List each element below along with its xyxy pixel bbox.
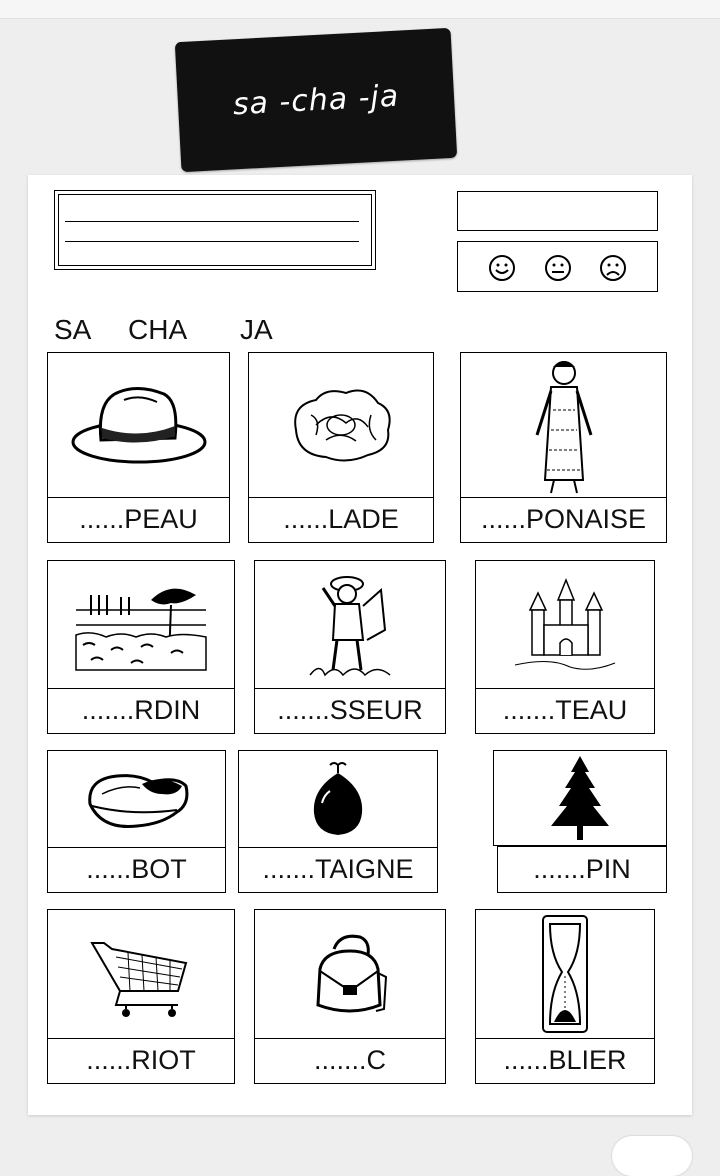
word-label: ......LADE — [283, 503, 399, 534]
top-strip — [0, 0, 720, 19]
writing-line-2 — [65, 241, 359, 242]
syllable-ja: JA — [240, 314, 273, 345]
picture-frame — [493, 750, 667, 846]
word-card — [460, 352, 667, 543]
title-card — [175, 28, 457, 172]
shopping-cart-icon — [86, 929, 196, 1019]
word-card — [47, 352, 230, 543]
word-card — [47, 560, 235, 734]
word-label: ......PEAU — [79, 503, 198, 534]
word-label: ......PONAISE — [480, 503, 647, 534]
word-card — [475, 909, 655, 1084]
chestnut-icon — [308, 759, 368, 839]
garden-icon — [71, 575, 211, 675]
castle-icon — [510, 575, 620, 675]
word-label: .......TAIGNE — [262, 853, 414, 884]
word-card — [475, 560, 655, 734]
hourglass-icon — [540, 914, 590, 1034]
evaluation-box — [457, 241, 658, 292]
word-label: .......TEAU — [502, 694, 628, 725]
name-writing-box — [54, 190, 376, 270]
word-label: ......BOT — [86, 853, 187, 884]
worksheet-title: sa -cha -ja — [232, 78, 400, 122]
pine-tree-icon — [545, 754, 615, 842]
word-card — [248, 352, 434, 543]
clog-icon — [82, 764, 192, 834]
sad-face-icon — [599, 254, 627, 282]
word-label: .......SSEUR — [277, 694, 423, 725]
name-box-inner-frame — [58, 194, 372, 266]
word-card — [47, 750, 226, 893]
hunter-icon — [305, 570, 395, 680]
syllable-sa: SA — [54, 314, 92, 345]
japanese-doll-icon — [529, 355, 599, 495]
word-label: ......RIOT — [86, 1044, 196, 1075]
happy-face-icon — [488, 254, 516, 282]
word-label-box — [497, 846, 667, 893]
word-label: .......PIN — [533, 854, 631, 884]
lettuce-icon — [286, 385, 396, 465]
writing-line-1 — [65, 221, 359, 222]
word-card — [238, 750, 438, 893]
date-box — [457, 191, 658, 231]
bag-icon — [310, 929, 390, 1019]
word-label: .......RDIN — [81, 694, 201, 725]
floating-round-button[interactable] — [612, 1136, 692, 1176]
word-card — [254, 909, 446, 1084]
word-label: ......BLIER — [503, 1044, 627, 1075]
syllable-cha: CHA — [128, 314, 188, 345]
word-card — [254, 560, 446, 734]
hat-icon — [69, 380, 209, 470]
neutral-face-icon — [544, 254, 572, 282]
word-card — [47, 909, 235, 1084]
word-label: .......C — [313, 1044, 386, 1075]
